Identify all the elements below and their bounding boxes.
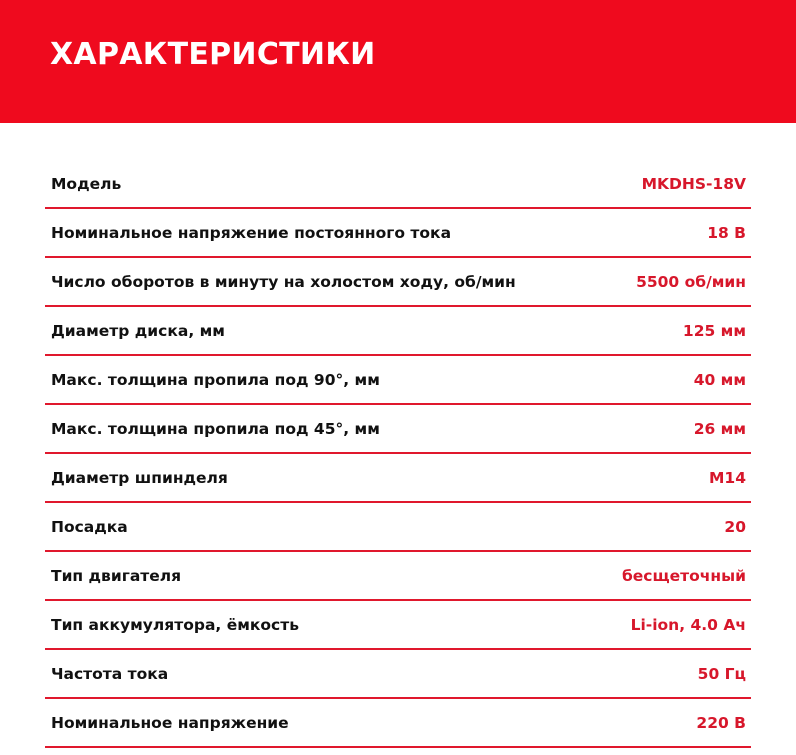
spec-row <box>45 699 751 748</box>
spec-label: Макс. толщина пропила под 45°, мм <box>51 419 380 438</box>
spec-row <box>45 307 751 356</box>
spec-label: Макс. толщина пропила под 90°, мм <box>51 370 380 389</box>
spec-row <box>45 209 751 258</box>
spec-value: 220 В <box>696 713 746 732</box>
spec-label: Номинальное напряжение постоянного тока <box>51 223 452 242</box>
spec-value: Li-ion, 4.0 Ач <box>630 615 746 634</box>
spec-row <box>45 356 751 405</box>
spec-value: 40 мм <box>693 370 746 389</box>
spec-value: 26 мм <box>693 419 746 438</box>
spec-label: Диаметр шпинделя <box>51 468 228 487</box>
spec-value: 50 Гц <box>697 664 746 683</box>
spec-row <box>45 454 751 503</box>
spec-row <box>45 552 751 601</box>
spec-row <box>45 503 751 552</box>
spec-label: Число оборотов в минуту на холостом ходу, об/мин <box>51 272 516 291</box>
spec-value: 20 <box>724 517 746 536</box>
header-banner <box>0 0 796 123</box>
spec-value: М14 <box>709 468 746 487</box>
spec-value: MKDHS-18V <box>641 174 746 193</box>
spec-value: бесщеточный <box>621 566 746 585</box>
spec-label: Тип аккумулятора, ёмкость <box>51 615 300 634</box>
spec-row <box>45 160 751 209</box>
spec-row <box>45 650 751 699</box>
spec-row <box>45 405 751 454</box>
spec-value: 125 мм <box>682 321 746 340</box>
spec-label: Номинальное напряжение <box>51 713 289 732</box>
spec-label: Посадка <box>51 517 128 536</box>
spec-value: 18 В <box>707 223 746 242</box>
spec-value: 5500 об/мин <box>636 272 746 291</box>
spec-label: Диаметр диска, мм <box>51 321 225 340</box>
spec-row <box>45 258 751 307</box>
spec-label: Тип двигателя <box>51 566 182 585</box>
spec-label: Модель <box>51 174 122 193</box>
specs-table <box>45 160 751 748</box>
spec-label: Частота тока <box>51 664 169 683</box>
page-title: ХАРАКТЕРИСТИКИ <box>50 37 376 72</box>
spec-row <box>45 601 751 650</box>
